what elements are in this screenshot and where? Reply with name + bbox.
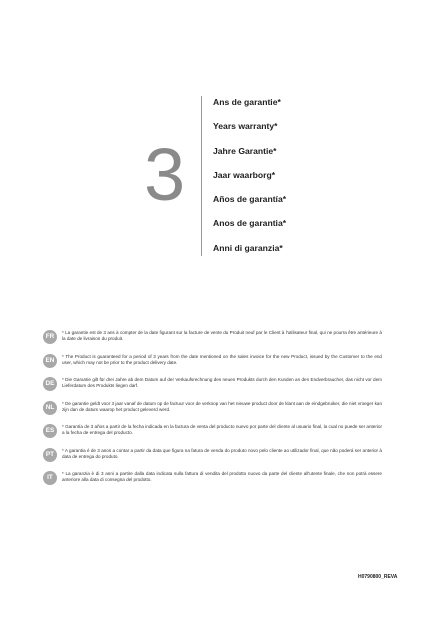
language-badge-de: DE: [43, 377, 57, 391]
terms-row-es: [43, 424, 383, 448]
warranty-label-nl: Jaar waarborg*: [213, 169, 276, 180]
language-badge-it: IT: [43, 471, 57, 485]
terms-row-de: [43, 377, 383, 401]
warranty-label-de: Jahre Garantie*: [213, 145, 277, 156]
warranty-label-en: Years warranty*: [213, 121, 278, 132]
terms-text-fr: * La garantie est de 3 ans à compter de la date figurant sur la facture de vente du Produit neuf par le Client à l'utilisateur final, qui ne pourra être antérieure à la date de livraison du produit.: [62, 330, 382, 342]
terms-text-en: * The Product is guaranteed for a period of 3 years from the date mentioned on the sales invoice for the new Product, issued by the Customer to the end user, which may not be prior to the product delivery date.: [62, 353, 382, 365]
terms-row-pt: [43, 448, 383, 472]
terms-row-it: [43, 471, 383, 495]
warranty-label-it: Anni di garanzia*: [213, 242, 283, 253]
terms-text-it: * La garanzia è di 3 anni a partire dalla data indicata sulla fattura di vendita del prodotto nuovo da parte del cliente all'utente finale, che non potrà essere anteriore alla data di consegna del prodotto.: [62, 471, 382, 483]
terms-text-nl: * De garantie geldt voor 3 jaar vanaf de datum op de factuur voor de verkoop van het nieuwe product door de klant aan de eindgebruiker, die niet vroeger kan zijn dan de datum waarop het product geleverd werd.: [62, 400, 382, 412]
terms-text-pt: * A garantia é de 3 anos a contar a partir da data que figura na fatura de venda do produto novo pelo cliente ao utilizador final, que não poderá ser anterior à data de entrega do produto.: [62, 447, 382, 459]
terms-row-nl: [43, 401, 383, 425]
document-reference-code: H0790800_REVA: [358, 574, 398, 580]
language-badge-es: ES: [43, 424, 57, 438]
warranty-label-es: Años de garantía*: [213, 194, 287, 205]
warranty-label-pt: Anos de garantia*: [213, 218, 287, 229]
warranty-terms-list: [43, 330, 383, 495]
vertical-divider: [201, 96, 202, 256]
terms-text-de: * Die Garantie gilt für drei Jahre ab dem Datum auf der Verkaufsrechnung des neuen Produkts durch den Kunden an den Endverbraucher, das nicht vor dem Lieferdatum des Produkts liegen darf.: [62, 377, 382, 389]
language-badge-pt: PT: [43, 448, 57, 462]
terms-row-en: [43, 354, 383, 378]
warranty-years-number: 3: [144, 133, 186, 216]
warranty-hero: [0, 0, 447, 300]
terms-row-fr: [43, 330, 383, 354]
terms-text-es: * Garantía de 3 años a partir de la fecha indicada en la factura de venta del producto nuevo por parte del cliente al usuario final, la cual no puede ser anterior a la fecha de entrega del producto.: [62, 424, 382, 436]
language-badge-en: EN: [43, 354, 57, 368]
warranty-label-list: [213, 96, 286, 266]
language-badge-fr: FR: [43, 330, 57, 344]
language-badge-nl: NL: [43, 401, 57, 415]
warranty-label-fr: Ans de garantie*: [213, 97, 281, 107]
